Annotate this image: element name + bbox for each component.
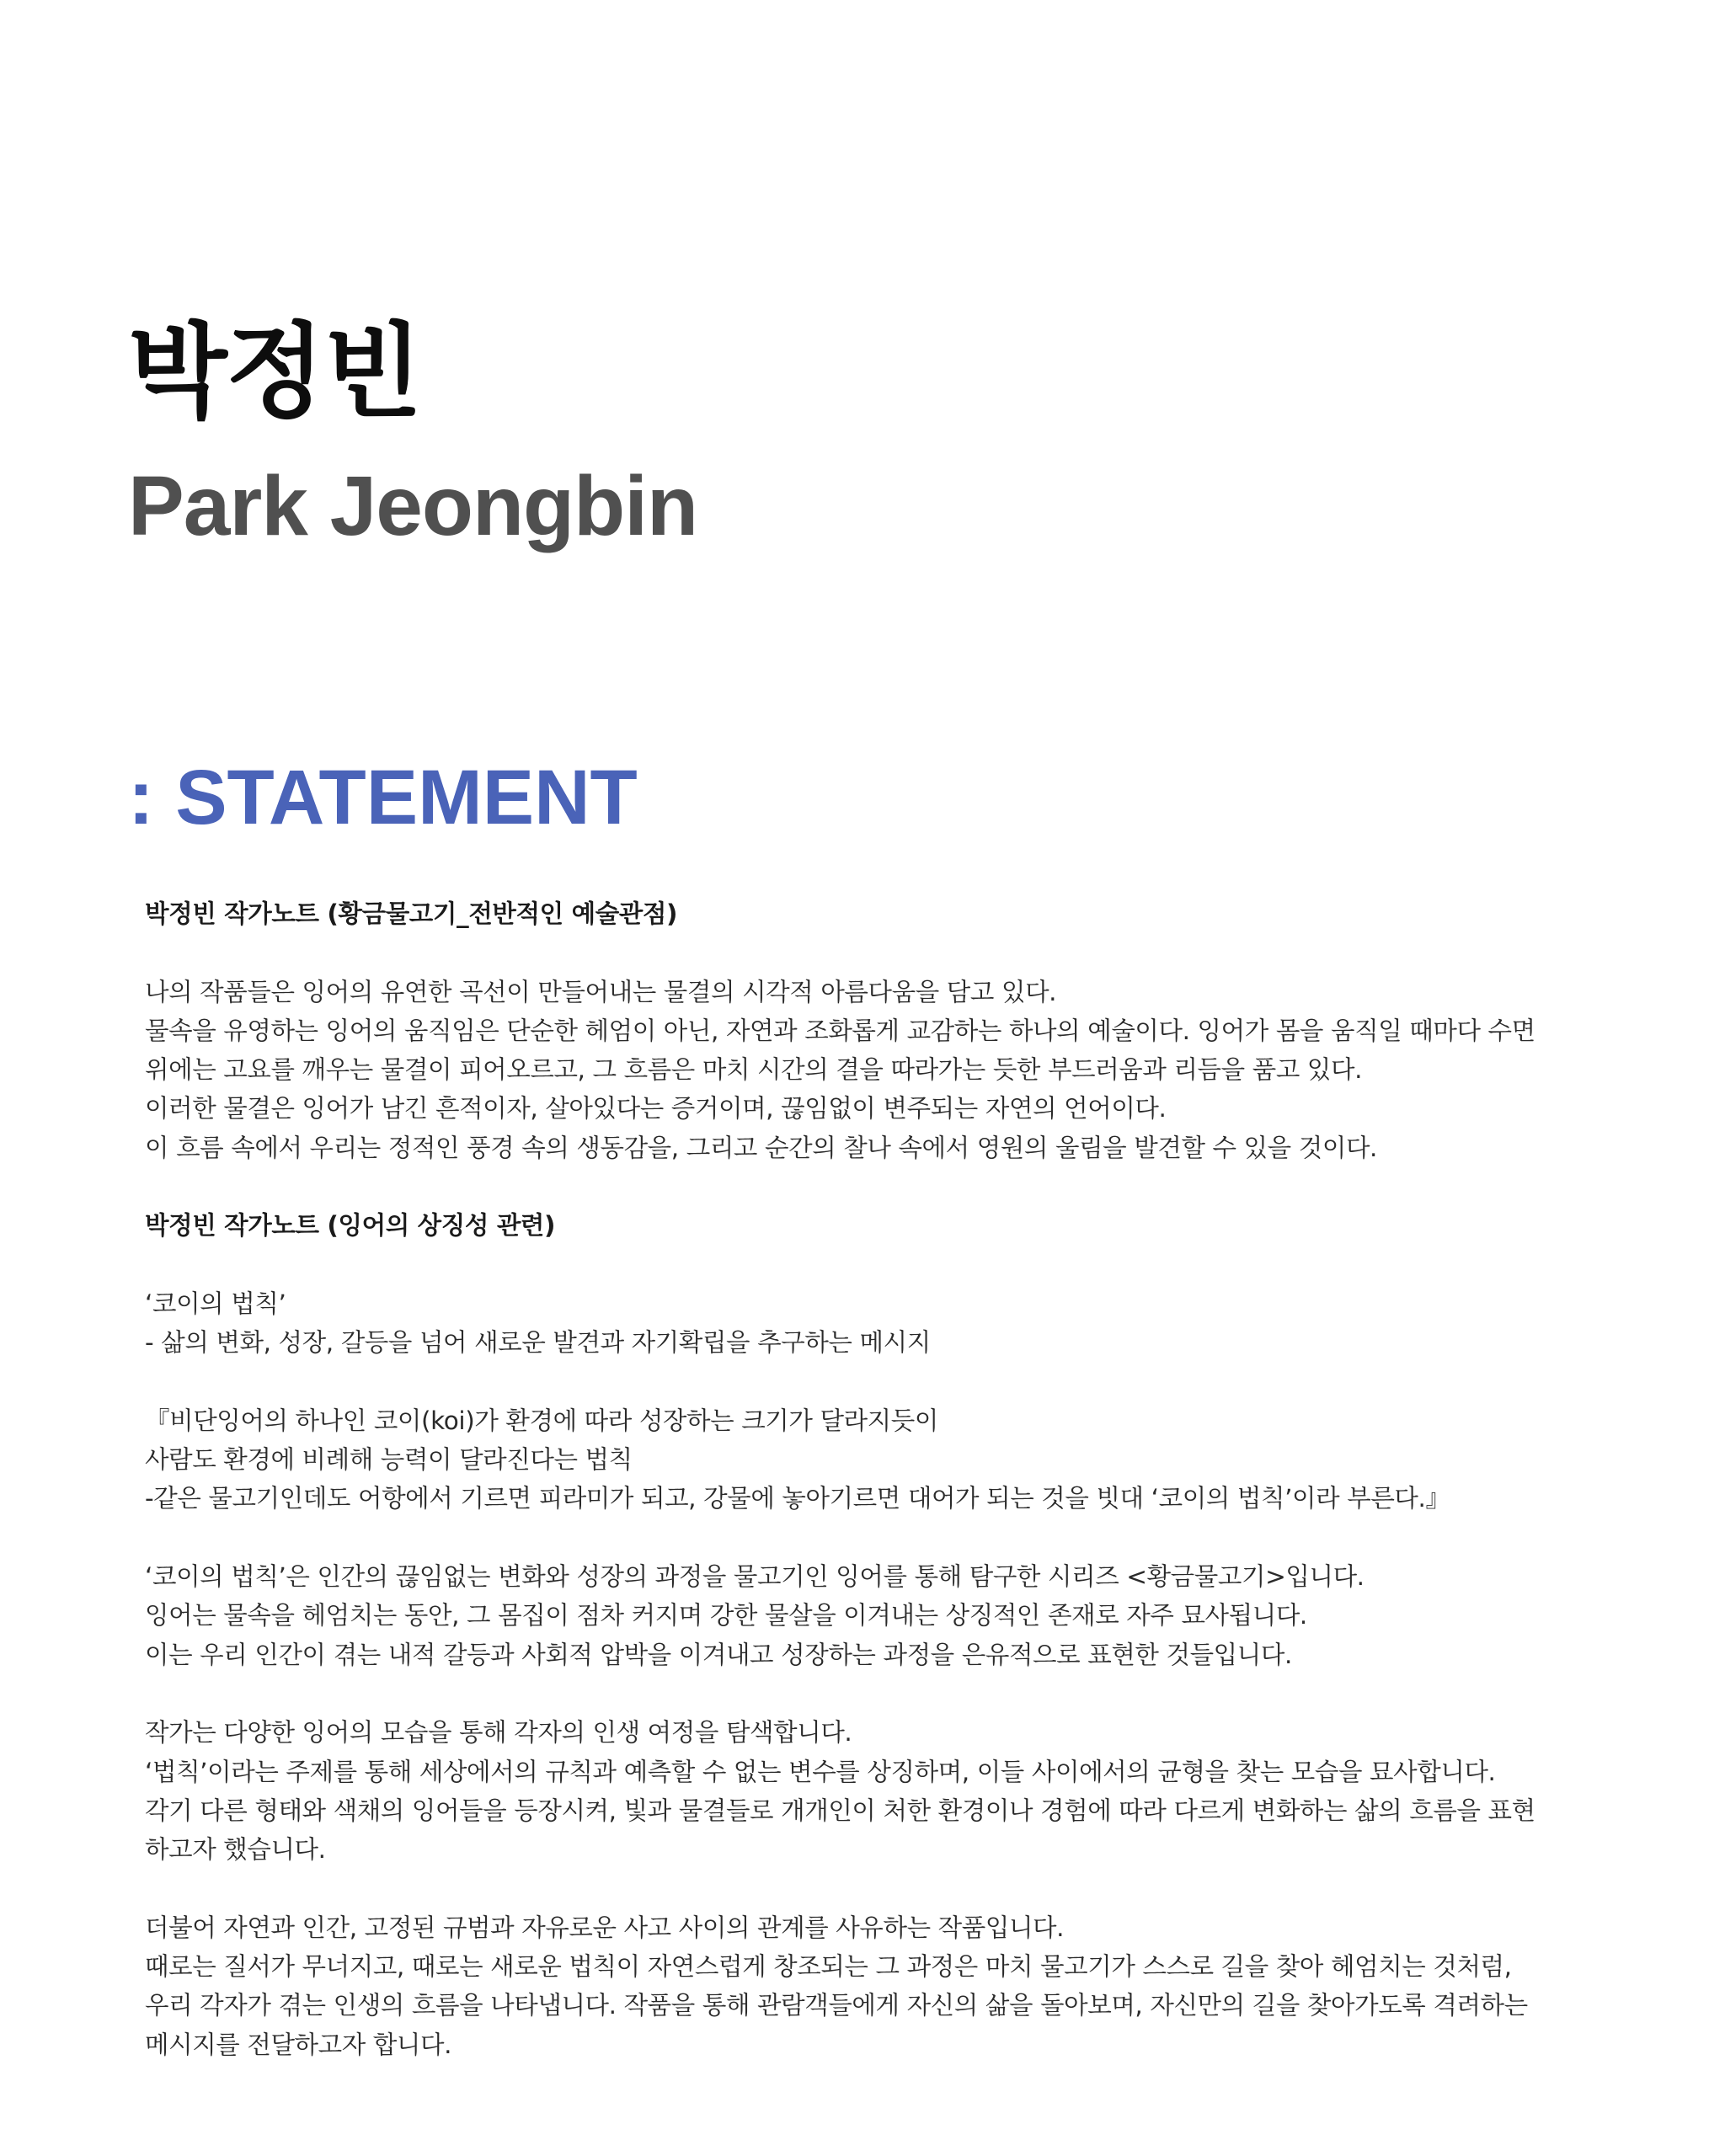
paragraph3-line: 때로는 질서가 무너지고, 때로는 새로운 법칙이 자연스럽게 창조되는 그 과정은 마치 물고기가 스스로 길을 찾아 헤엄치는 것처럼,	[145, 1952, 1512, 1982]
artist-name-korean: 박정빈	[128, 312, 421, 432]
note1-line: 이러한 물결은 잉어가 남긴 흔적이자, 살아있다는 증거이며, 끊임없이 변주되는 자연의 언어이다.	[145, 1094, 1167, 1123]
paragraph2-line: 하고자 했습니다.	[145, 1835, 326, 1865]
blank-line	[145, 1246, 1568, 1284]
quote-line: 『비단잉어의 하나인 코이(koi)가 환경에 따라 성장하는 크기가 달라지듯이	[145, 1406, 938, 1435]
note1-line: 나의 작품들은 잉어의 유연한 곡선이 만들어내는 물결의 시각적 아름다움을 담고 있다.	[145, 977, 1057, 1006]
paragraph1-line: 이는 우리 인간이 겪는 내적 갈등과 사회적 압박을 이겨내고 성장하는 과정을 은유적으로 표현한 것들입니다.	[145, 1640, 1292, 1669]
blank-line	[145, 1167, 1568, 1206]
blank-line	[145, 1674, 1568, 1713]
koi-law-title: ‘코이의 법칙’	[145, 1289, 286, 1318]
note1-line: 물속을 유영하는 잉어의 움직임은 단순한 헤엄이 아닌, 자연과 조화롭게 교감하는 하나의 예술이다. 잉어가 몸을 움직일 때마다 수면	[145, 1016, 1535, 1045]
note2-title: 박정빈 작가노트 (잉어의 상징성 관련)	[145, 1211, 556, 1241]
blank-line	[145, 1363, 1568, 1401]
blank-line	[145, 1518, 1568, 1557]
paragraph2-line: 각기 다른 형태와 색채의 잉어들을 등장시켜, 빛과 물결들로 개개인이 처한 환경이나 경험에 따라 다르게 변화하는 삶의 흐름을 표현	[145, 1796, 1535, 1825]
paragraph3-line: 더불어 자연과 인간, 고정된 규범과 자유로운 사고 사이의 관계를 사유하는 작품입니다.	[145, 1913, 1065, 1942]
statement-body	[145, 894, 1568, 2064]
paragraph3-line: 우리 각자가 겪는 인생의 흐름을 나타냅니다. 작품을 통해 관람객들에게 자신의 삶을 돌아보며, 자신만의 길을 찾아가도록 격려하는	[145, 1991, 1528, 2020]
paragraph3-line: 메시지를 전달하고자 합니다.	[145, 2030, 452, 2059]
note1-line: 위에는 고요를 깨우는 물결이 피어오르고, 그 흐름은 마치 시간의 결을 따라가는 듯한 부드러움과 리듬을 품고 있다.	[145, 1055, 1363, 1085]
blank-line	[145, 1869, 1568, 1908]
paragraph2-line: ‘법칙’이라는 주제를 통해 세상에서의 규칙과 예측할 수 없는 변수를 상징하며, 이들 사이에서의 균형을 찾는 모습을 묘사합니다.	[145, 1757, 1496, 1786]
note1-title: 박정빈 작가노트 (황금물고기_전반적인 예술관점)	[145, 899, 678, 928]
paragraph1-line: ‘코이의 법칙’은 인간의 끊임없는 변화와 성장의 과정을 물고기인 잉어를 통해 탐구한 시리즈 <황금물고기>입니다.	[145, 1562, 1365, 1592]
quote-line: -같은 물고기인데도 어항에서 기르면 피라미가 되고, 강물에 놓아기르면 대어가 되는 것을 빗대 ‘코이의 법칙’이라 부른다.』	[145, 1484, 1450, 1513]
paragraph2-line: 작가는 다양한 잉어의 모습을 통해 각자의 인생 여정을 탐색합니다.	[145, 1718, 852, 1748]
quote-line: 사람도 환경에 비례해 능력이 달라진다는 법칙	[145, 1445, 633, 1475]
statement-heading: : STATEMENT	[128, 755, 638, 841]
blank-line	[145, 933, 1568, 972]
paragraph1-line: 잉어는 물속을 헤엄치는 동안, 그 몸집이 점차 커지며 강한 물살을 이겨내는 상징적인 존재로 자주 묘사됩니다.	[145, 1601, 1307, 1630]
koi-law-subtitle: - 삶의 변화, 성장, 갈등을 넘어 새로운 발견과 자기확립을 추구하는 메시지	[145, 1328, 931, 1358]
artist-name-english: Park Jeongbin	[128, 459, 698, 553]
note1-line: 이 흐름 속에서 우리는 정적인 풍경 속의 생동감을, 그리고 순간의 찰나 속에서 영원의 울림을 발견할 수 있을 것이다.	[145, 1133, 1378, 1162]
